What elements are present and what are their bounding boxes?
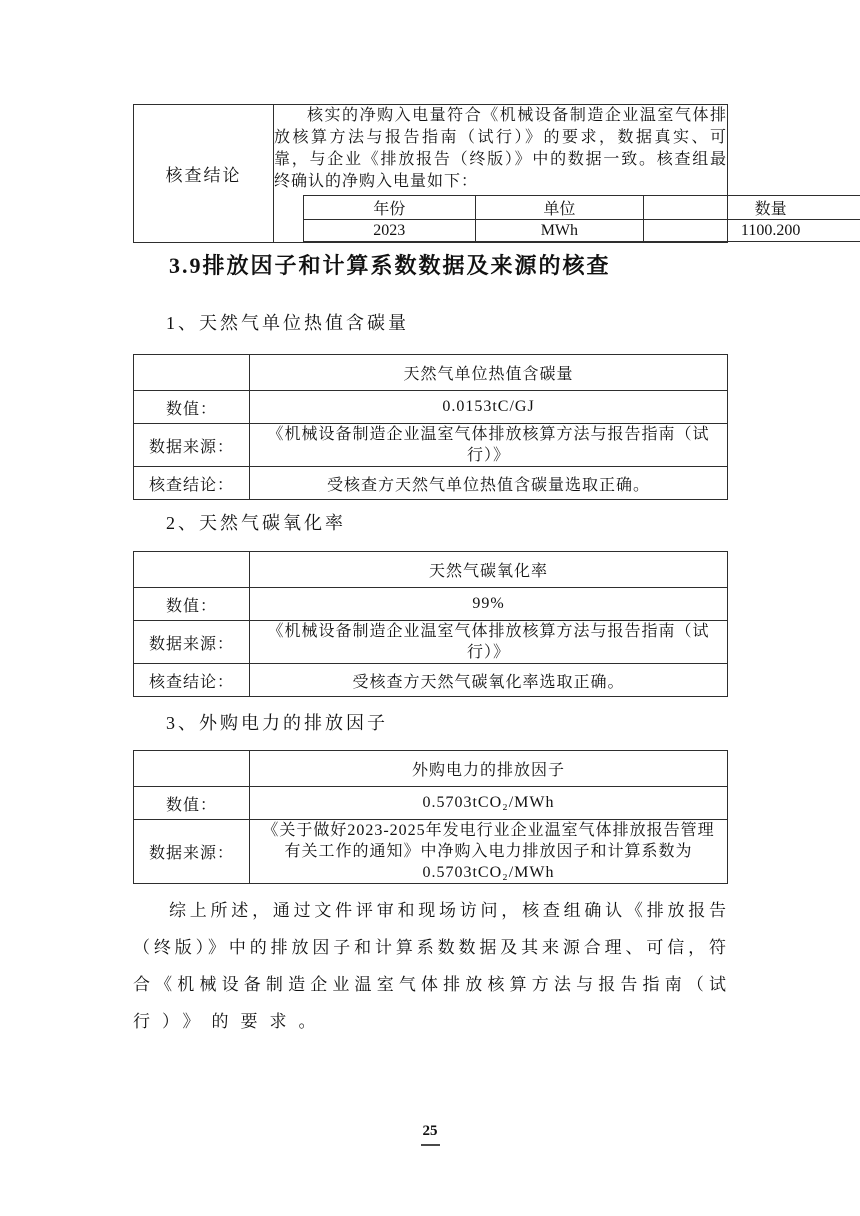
empty-cell	[134, 355, 250, 391]
cell-quantity: 1100.200	[644, 220, 860, 242]
header-year: 年份	[304, 196, 476, 220]
factor-table-gas-carbon-content	[133, 354, 728, 500]
cell-unit: MWh	[475, 220, 644, 242]
source-cell	[250, 424, 728, 467]
source-label: 数据来源：	[134, 820, 250, 884]
source-line: 0.5703tCO₂/MWh	[422, 864, 555, 881]
source-cell	[250, 820, 728, 884]
conclusion-text-line: 核实的净购入电量符合《机械设备制造企业温室气体排	[307, 107, 727, 124]
net-purchased-electricity-table	[303, 195, 860, 242]
table-row	[134, 467, 728, 500]
table-data-row	[304, 220, 860, 242]
conclusion-row-label: 核查结论	[134, 105, 274, 243]
summary-line: 合《机械设备制造企业温室气体排放核算方法与报告指南（试	[133, 975, 728, 994]
page-number: 25	[422, 1123, 438, 1139]
table-row	[134, 355, 728, 391]
value-cell: 99%	[250, 588, 728, 621]
factor-table-title: 外购电力的排放因子	[250, 751, 728, 787]
summary-line: 综上所述，通过文件评审和现场访问，核查组确认《排放报告	[169, 901, 728, 920]
factor-table-purchased-electricity	[133, 750, 728, 884]
header-quantity: 数量	[644, 196, 860, 220]
table-row	[134, 552, 728, 588]
section-heading-3-9: 3.9排放因子和计算系数数据及来源的核查	[169, 253, 611, 278]
empty-cell	[134, 751, 250, 787]
source-label: 数据来源：	[134, 621, 250, 664]
conclusion-text-line: 靠，与企业《排放报告（终版）》中的数据一致。核查组最	[274, 151, 727, 168]
source-line: 行）》	[466, 447, 510, 464]
source-line: 《机械设备制造企业温室气体排放核算方法与报告指南（试	[267, 623, 710, 640]
table-row	[134, 787, 728, 820]
value-label: 数值：	[134, 391, 250, 424]
summary-line: 行）》的要求。	[133, 1012, 328, 1031]
value-label: 数值：	[134, 588, 250, 621]
table-row	[134, 391, 728, 424]
table-row	[134, 588, 728, 621]
conclusion-row-body	[274, 105, 801, 243]
table-row	[134, 820, 728, 884]
summary-paragraph	[133, 892, 728, 1040]
header-unit: 单位	[475, 196, 644, 220]
item-title-1: 1、天然气单位热值含碳量	[166, 313, 409, 333]
source-line: 《机械设备制造企业温室气体排放核算方法与报告指南（试	[267, 426, 710, 443]
item-title-3: 3、外购电力的排放因子	[166, 713, 388, 733]
value-label: 数值：	[134, 787, 250, 820]
table-row	[134, 751, 728, 787]
summary-line: （终版）》中的排放因子和计算系数数据及其来源合理、可信，符	[133, 938, 728, 957]
value-cell: 0.5703tCO₂/MWh	[250, 787, 728, 820]
factor-table-gas-oxidation-rate	[133, 551, 728, 697]
page-footer	[0, 1122, 860, 1146]
table-header-row	[304, 196, 860, 220]
table-row	[134, 105, 728, 243]
conclusion-text-line: 放核算方法与报告指南（试行）》的要求，数据真实、可	[274, 129, 727, 146]
factor-table-title: 天然气碳氧化率	[250, 552, 728, 588]
footer-rule	[421, 1144, 440, 1146]
empty-cell	[134, 552, 250, 588]
source-line: 有关工作的通知》中净购入电力排放因子和计算系数为	[284, 843, 693, 860]
table-row	[134, 621, 728, 664]
table-row	[134, 424, 728, 467]
item-title-2: 2、天然气碳氧化率	[166, 513, 346, 533]
source-line: 行）》	[466, 644, 510, 661]
conclusion-label: 核查结论：	[134, 467, 250, 500]
conclusion-cell: 受核查方天然气单位热值含碳量选取正确。	[250, 467, 728, 500]
value-cell: 0.0153tC/GJ	[250, 391, 728, 424]
cell-year: 2023	[304, 220, 476, 242]
source-cell	[250, 621, 728, 664]
source-line: 《关于做好2023-2025年发电行业企业温室气体排放报告管理	[262, 822, 715, 839]
conclusion-cell: 受核查方天然气碳氧化率选取正确。	[250, 664, 728, 697]
conclusion-label: 核查结论：	[134, 664, 250, 697]
source-label: 数据来源：	[134, 424, 250, 467]
page-content	[133, 104, 801, 1040]
conclusion-text	[274, 105, 727, 193]
net-electricity-conclusion-table	[133, 104, 801, 243]
conclusion-text-line: 终确认的净购入电量如下：	[274, 173, 479, 190]
table-row	[134, 664, 728, 697]
factor-table-title: 天然气单位热值含碳量	[250, 355, 728, 391]
